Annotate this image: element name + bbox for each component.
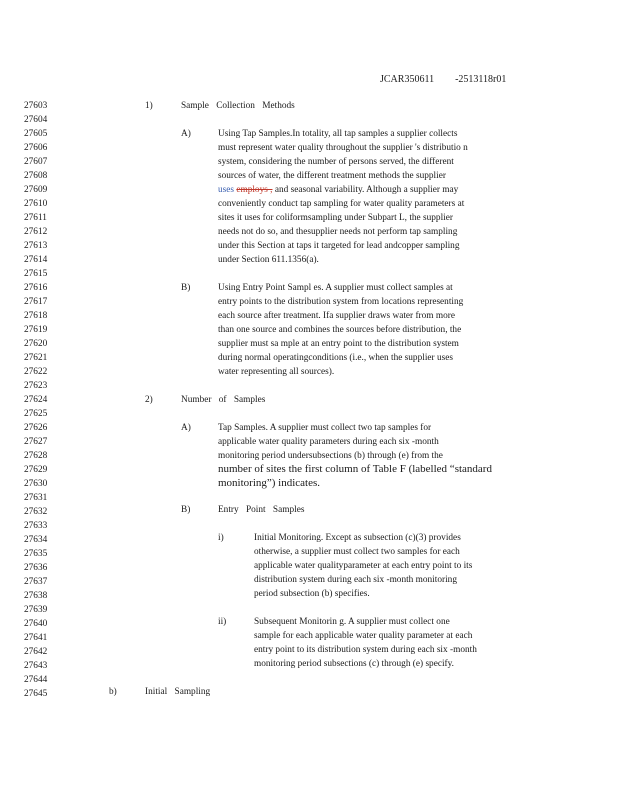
section-2a-line-5: monitoring”) indicates. xyxy=(218,477,321,489)
line-number: 27640 xyxy=(24,619,48,629)
section-2a-line-4: number of sites the first column of Table F (labelled “standard xyxy=(218,463,492,475)
line-number: 27639 xyxy=(24,605,48,615)
page-header xyxy=(380,74,506,85)
line-number: 27634 xyxy=(24,535,48,545)
line-number: 27632 xyxy=(24,507,48,517)
section-b-label: b) xyxy=(109,687,117,697)
section-2-title: Number of Samples xyxy=(181,395,266,405)
section-2b-i-line-3: applicable water qualityparameter at each entry point to its xyxy=(254,561,473,571)
line-number: 27603 xyxy=(24,101,48,111)
section-1b-label: B) xyxy=(181,283,191,293)
section-1-title: Sample Collection Methods xyxy=(181,101,295,111)
section-1a-line-10: under Section 611.1356(a). xyxy=(218,255,319,265)
section-2b-i-line-2: otherwise, a supplier must collect two samples for each xyxy=(254,547,460,557)
section-2a-line-1: Tap Samples. A supplier must collect two tap samples for xyxy=(218,423,432,433)
inserted-text: uses xyxy=(218,185,235,195)
line-number: 27643 xyxy=(24,661,48,671)
section-1a-line-5-rest: and seasonal variability. Although a supplier may xyxy=(274,185,459,195)
line-number: 27616 xyxy=(24,283,48,293)
line-number: 27620 xyxy=(24,339,48,349)
line-number: 27617 xyxy=(24,297,48,307)
line-number: 27644 xyxy=(24,675,48,685)
section-1b-line-5: supplier must sa mple at an entry point to the distribution system xyxy=(218,339,459,349)
line-number: 27629 xyxy=(24,465,48,475)
line-number: 27645 xyxy=(24,689,48,699)
section-1-number: 1) xyxy=(145,101,153,111)
line-number: 27630 xyxy=(24,479,48,489)
section-1b-line-4: than one source and combines the sources before distribution, the xyxy=(218,325,462,335)
line-number: 27642 xyxy=(24,647,48,657)
section-2b-i-line-1: Initial Monitoring. Except as subsection (c)(3) provides xyxy=(254,533,461,543)
section-1a-line-6: conveniently conduct tap sampling for water quality parameters at xyxy=(218,199,465,209)
section-1a-line-8: needs not do so, and thesupplier needs not perform tap sampling xyxy=(218,227,458,237)
section-1a-line-5 xyxy=(218,186,458,195)
line-number: 27606 xyxy=(24,143,48,153)
line-number: 27637 xyxy=(24,577,48,587)
deleted-text: employs , xyxy=(236,185,273,195)
line-number: 27605 xyxy=(24,129,48,139)
section-1a-line-4: sources of water, the different treatment methods the supplier xyxy=(218,171,446,181)
line-number: 27607 xyxy=(24,157,48,167)
section-1a-line-9: under this Section at taps it targeted for lead andcopper sampling xyxy=(218,241,460,251)
line-number: 27631 xyxy=(24,493,48,503)
line-number: 27621 xyxy=(24,353,48,363)
section-2b-ii-label: ii) xyxy=(218,617,227,627)
document-id: JCAR350611 xyxy=(380,74,435,85)
line-number: 27624 xyxy=(24,395,48,405)
line-number: 27611 xyxy=(24,213,47,223)
line-number: 27622 xyxy=(24,367,48,377)
line-number: 27633 xyxy=(24,521,48,531)
line-number: 27610 xyxy=(24,199,48,209)
line-number: 27641 xyxy=(24,633,48,643)
line-number: 27619 xyxy=(24,325,48,335)
line-number: 27638 xyxy=(24,591,48,601)
line-number: 27627 xyxy=(24,437,48,447)
section-2b-ii-line-3: entry point to its distribution system during each six -month xyxy=(254,645,477,655)
line-number: 27628 xyxy=(24,451,48,461)
line-number: 27612 xyxy=(24,227,48,237)
section-1b-line-6: during normal operatingconditions (i.e., when the supplier uses xyxy=(218,353,453,363)
line-number: 27615 xyxy=(24,269,48,279)
section-1b-line-7: water representing all sources). xyxy=(218,367,335,377)
section-1a-label: A) xyxy=(181,129,191,139)
line-number: 27618 xyxy=(24,311,48,321)
section-1b-line-1: Using Entry Point Sampl es. A supplier must collect samples at xyxy=(218,283,453,293)
section-2b-i-line-5: period subsection (b) specifies. xyxy=(254,589,370,599)
section-2b-title: Entry Point Samples xyxy=(218,505,305,515)
line-number: 27609 xyxy=(24,185,48,195)
line-number: 27613 xyxy=(24,241,48,251)
section-1a-line-1: Using Tap Samples.In totality, all tap samples a supplier collects xyxy=(218,129,458,139)
section-2b-ii-line-4: monitoring period subsections (c) through (e) specify. xyxy=(254,659,455,669)
section-2a-label: A) xyxy=(181,423,191,433)
section-1a-line-7: sites it uses for coliformsampling under Subpart L, the supplier xyxy=(218,213,453,223)
line-number: 27604 xyxy=(24,115,48,125)
section-b-title: Initial Sampling xyxy=(145,687,211,697)
section-2a-line-2: applicable water quality parameters during each six -month xyxy=(218,437,439,447)
section-2b-label: B) xyxy=(181,505,191,515)
section-2a-line-3: monitoring period undersubsections (b) through (e) from the xyxy=(218,451,443,461)
line-number: 27625 xyxy=(24,409,48,419)
section-1b-line-3: each source after treatment. Ifa supplier draws water from more xyxy=(218,311,455,321)
section-2b-i-line-4: distribution system during each six -month monitoring xyxy=(254,575,457,585)
section-2b-i-label: i) xyxy=(218,533,224,543)
line-number: 27623 xyxy=(24,381,48,391)
section-2-number: 2) xyxy=(145,395,153,405)
section-1b-line-2: entry points to the distribution system from locations representing xyxy=(218,297,464,307)
section-2b-ii-line-1: Subsequent Monitorin g. A supplier must collect one xyxy=(254,617,450,627)
section-1a-line-3: system, considering the number of persons served, the different xyxy=(218,157,454,167)
section-1a-line-2: must represent water quality throughout the supplier 's distributio n xyxy=(218,143,468,153)
line-number: 27608 xyxy=(24,171,48,181)
document-number: -2513118r01 xyxy=(455,74,507,85)
line-number: 27626 xyxy=(24,423,48,433)
line-number: 27635 xyxy=(24,549,48,559)
line-number: 27636 xyxy=(24,563,48,573)
line-number: 27614 xyxy=(24,255,48,265)
section-2b-ii-line-2: sample for each applicable water quality parameter at each xyxy=(254,631,473,641)
